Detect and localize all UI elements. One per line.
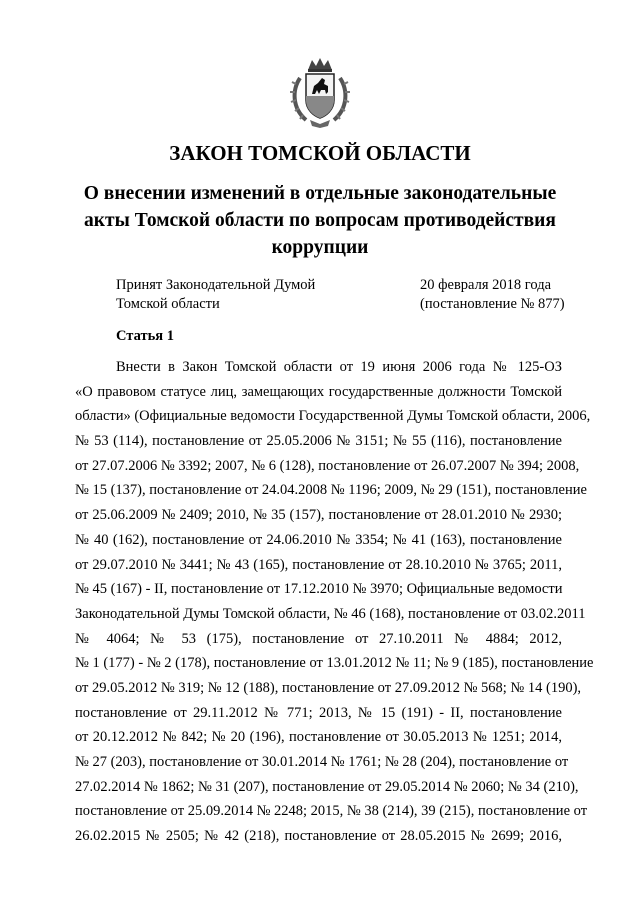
adopted-by-line: Томской области: [116, 296, 220, 312]
subtitle-line: коррупции: [271, 237, 369, 258]
adopted-date-line: 20 февраля 2018 года: [420, 277, 552, 293]
body-line: «О правовом статусе лиц, замещающих государственные должности Томской: [75, 383, 562, 400]
adopted-resolution-line: (постановление № 877): [420, 296, 565, 312]
body-line: Внести в Закон Томской области от 19 июня 2006 года № 125-ОЗ: [116, 359, 562, 375]
body-line: 26.02.2015 № 2505; № 42 (218), постановление от 28.05.2015 № 2699; 2016,: [75, 828, 562, 845]
body-line: № 45 (167) - II, постановление от 17.12.2010 № 3970; Официальные ведомости: [75, 581, 563, 598]
adopted-date: [420, 276, 565, 314]
body-line: от 20.12.2012 № 842; № 20 (196), постановление от 30.05.2013 № 1251; 2014,: [75, 729, 562, 746]
subtitle-line: акты Томской области по вопросам противодействия: [84, 210, 556, 231]
body-line: № 27 (203), постановление от 30.01.2014 № 1761; № 28 (204), постановление от: [75, 754, 569, 770]
body-line: № 40 (162), постановление от 24.06.2010 № 3354; № 41 (163), постановление: [75, 531, 562, 548]
body-line: постановление от 29.11.2012 № 771; 2013, № 15 (191) - II, постановление: [75, 704, 562, 721]
body-line: от 29.05.2012 № 319; № 12 (188), постановление от 27.09.2012 № 568; № 14 (190),: [75, 679, 582, 696]
body-line: 27.02.2014 № 1862; № 31 (207), постановление от 29.05.2014 № 2060; № 34 (210),: [75, 778, 579, 795]
body-line: № 53 (114), постановление от 25.05.2006 № 3151; № 55 (116), постановление: [75, 433, 562, 450]
body-line: от 25.06.2009 № 2409; 2010, № 35 (157), постановление от 28.01.2010 № 2930;: [75, 507, 562, 524]
adopted-by: [116, 276, 315, 314]
body-line: области» (Официальные ведомости Государственной Думы Томской области, 2006,: [75, 408, 591, 425]
article-heading: Статья 1: [116, 328, 174, 344]
document-title: ЗАКОН ТОМСКОЙ ОБЛАСТИ: [169, 141, 471, 165]
subtitle-line: О внесении изменений в отдельные законодательные: [83, 183, 557, 204]
body-line: от 27.07.2006 № 3392; 2007, № 6 (128), постановление от 26.07.2007 № 394; 2008,: [75, 457, 580, 474]
adopted-by-line: Принят Законодательной Думой: [116, 277, 316, 293]
document-subtitle: [60, 180, 580, 261]
body-line: № 15 (137), постановление от 24.04.2008 № 1196; 2009, № 29 (151), постановление: [75, 482, 587, 499]
body-line: постановление от 25.09.2014 № 2248; 2015, № 38 (214), 39 (215), постановление от: [75, 803, 588, 820]
body-line: № 1 (177) - № 2 (178), постановление от 13.01.2012 № 11; № 9 (185), постановление: [75, 655, 594, 672]
article-body: [75, 355, 594, 849]
coat-of-arms-icon: [288, 56, 352, 128]
body-line: Законодательной Думы Томской области, № 46 (168), постановление от 03.02.2011: [75, 605, 586, 622]
body-line: от 29.07.2010 № 3441; № 43 (165), постановление от 28.10.2010 № 3765; 2011,: [75, 556, 562, 573]
body-line: № 4064; № 53 (175), постановление от 27.10.2011 № 4884; 2012,: [75, 630, 562, 647]
